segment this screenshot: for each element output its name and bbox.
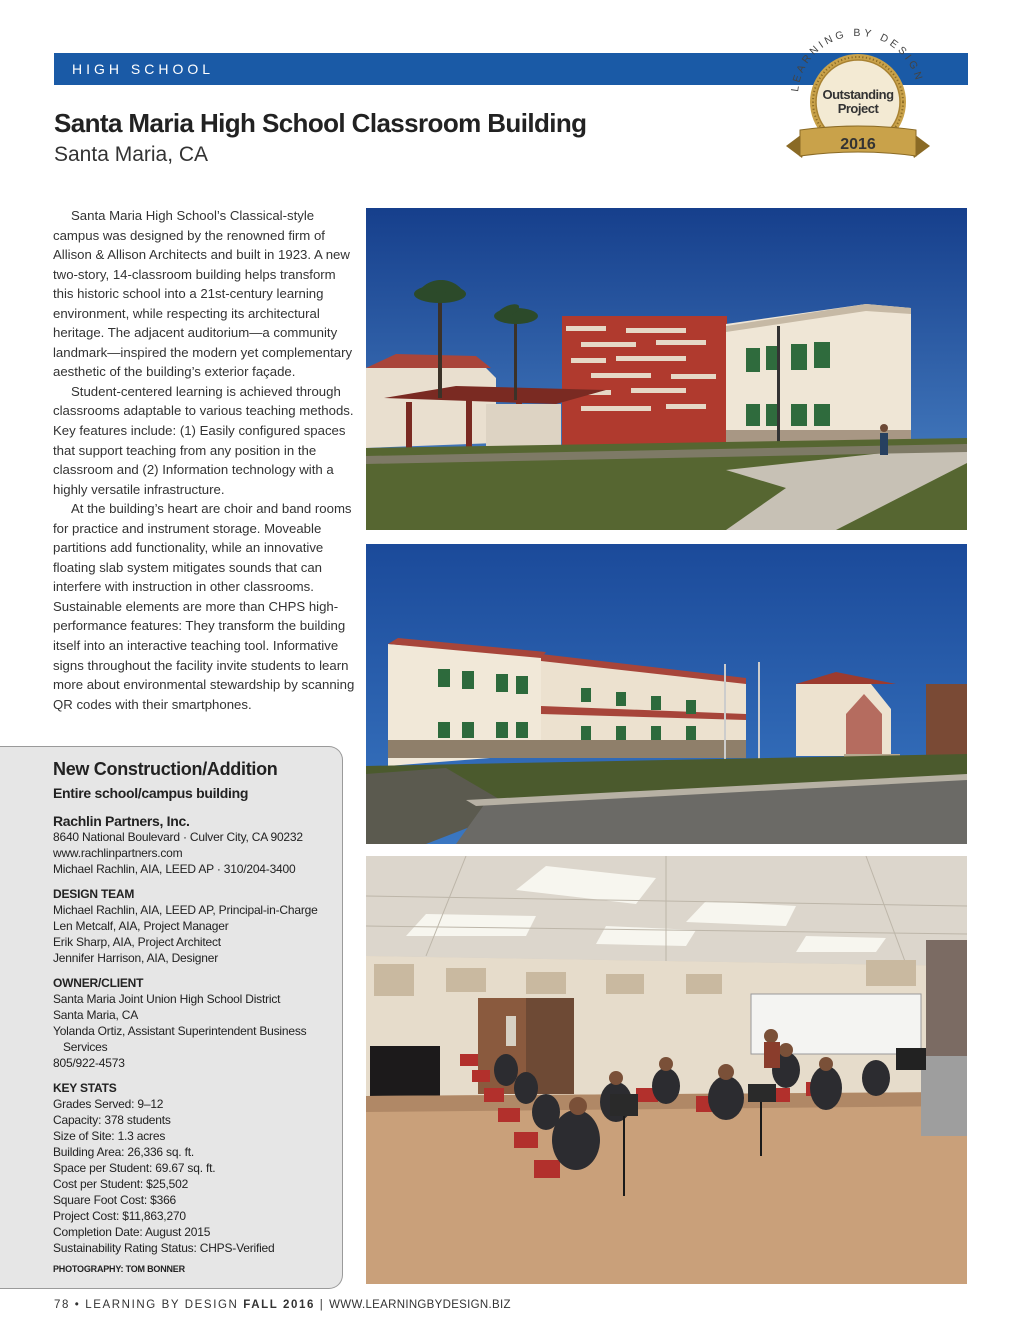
key-stat: Capacity: 378 students	[53, 1113, 171, 1127]
key-stat: Square Foot Cost: $366	[53, 1193, 177, 1207]
key-stat: Sustainability Rating Status: CHPS-Verified	[53, 1241, 275, 1255]
exterior-photo-street	[366, 544, 967, 844]
firm-contact: Michael Rachlin, AIA, LEED AP · 310/204-3400	[53, 862, 296, 876]
badge-line1: Outstanding	[822, 87, 894, 102]
badge-year: 2016	[840, 136, 876, 153]
owner-contact: Yolanda Ortiz, Assistant Superintendent Business	[53, 1024, 307, 1038]
key-stat: Building Area: 26,336 sq. ft.	[53, 1145, 194, 1159]
article-location: Santa Maria, CA	[54, 143, 209, 166]
magazine-name: LEARNING BY DESIGN	[85, 1299, 239, 1311]
design-team-heading: DESIGN TEAM	[53, 887, 135, 901]
firm-website: www.rachlinpartners.com	[53, 846, 183, 860]
award-badge	[778, 22, 938, 182]
body-paragraph: At the building’s heart are choir and band rooms for practice and instrument storage. Moveable partitions add functionality, while an innovative floating slab system mitigates sounds that can interfere with instruction in other classrooms. Sustainable elements are more than CHPS high-performance features: They transform the building itself into an interactive teaching tool. Informative signs throughout the facility invite students to learn more about environmental stewardship by scanning QR codes with their smartphones.	[53, 501, 355, 712]
footer-separator: •	[74, 1299, 81, 1311]
owner-heading: OWNER/CLIENT	[53, 976, 144, 990]
key-stat: Grades Served: 9–12	[53, 1097, 164, 1111]
footer-divider: |	[319, 1299, 325, 1311]
design-team-member: Michael Rachlin, AIA, LEED AP, Principal-in-Charge	[53, 903, 318, 917]
owner-name: Santa Maria Joint Union High School District	[53, 992, 281, 1006]
page-footer	[54, 1299, 511, 1311]
key-stat: Space per Student: 69.67 sq. ft.	[53, 1161, 216, 1175]
key-stat: Completion Date: August 2015	[53, 1225, 211, 1239]
section-label: HIGH SCHOOL	[72, 61, 215, 77]
key-stat: Size of Site: 1.3 acres	[53, 1129, 166, 1143]
key-stat: Project Cost: $11,863,270	[53, 1209, 186, 1223]
design-team-member: Len Metcalf, AIA, Project Manager	[53, 919, 229, 933]
key-stats-heading: KEY STATS	[53, 1081, 117, 1095]
design-team-member: Jennifer Harrison, AIA, Designer	[53, 951, 219, 965]
badge-line2: Project	[837, 101, 879, 116]
owner-phone: 805/922-4573	[53, 1056, 125, 1070]
body-paragraph: Santa Maria High School’s Classical-style campus was designed by the renowned firm of Allison & Allison Architects and built in 1923. A new two-story, 14-classroom building helps transform this historic school into a 21st-century learning environment, while respecting its architectural heritage. The adjacent auditorium—a community landmark—inspired the modern yet complementary aesthetic of the building’s exterior façade.	[53, 208, 353, 380]
photo-credit: PHOTOGRAPHY: TOM BONNER	[53, 1264, 185, 1274]
project-info-box	[0, 746, 343, 1289]
magazine-url: WWW.LEARNINGBYDESIGN.BIZ	[329, 1299, 511, 1311]
key-stat: Cost per Student: $25,502	[53, 1177, 189, 1191]
firm-name: Rachlin Partners, Inc.	[53, 813, 190, 829]
issue-label: FALL 2016	[243, 1299, 315, 1311]
design-team-member: Erik Sharp, AIA, Project Architect	[53, 935, 221, 949]
body-paragraph: Student-centered learning is achieved through classrooms adaptable to various teaching methods. Key features include: (1) Easily configured spaces that support teaching from any position in the classroom and (2) Information technology with a highly versatile infrastructure.	[53, 383, 354, 497]
project-subcategory: Entire school/campus building	[53, 785, 249, 801]
project-category: New Construction/Addition	[53, 759, 278, 779]
owner-contact-cont: Services	[63, 1040, 108, 1054]
badge-arc-text: LEARNING BY DESIGN	[789, 26, 926, 93]
owner-location: Santa Maria, CA	[53, 1008, 139, 1022]
classroom-photo	[366, 856, 967, 1284]
article-body	[53, 206, 358, 714]
exterior-photo-courtyard	[366, 208, 967, 530]
page-number: 78	[54, 1299, 70, 1311]
firm-address: 8640 National Boulevard · Culver City, CA 90232	[53, 830, 303, 844]
article-title: Santa Maria High School Classroom Building	[54, 108, 587, 138]
